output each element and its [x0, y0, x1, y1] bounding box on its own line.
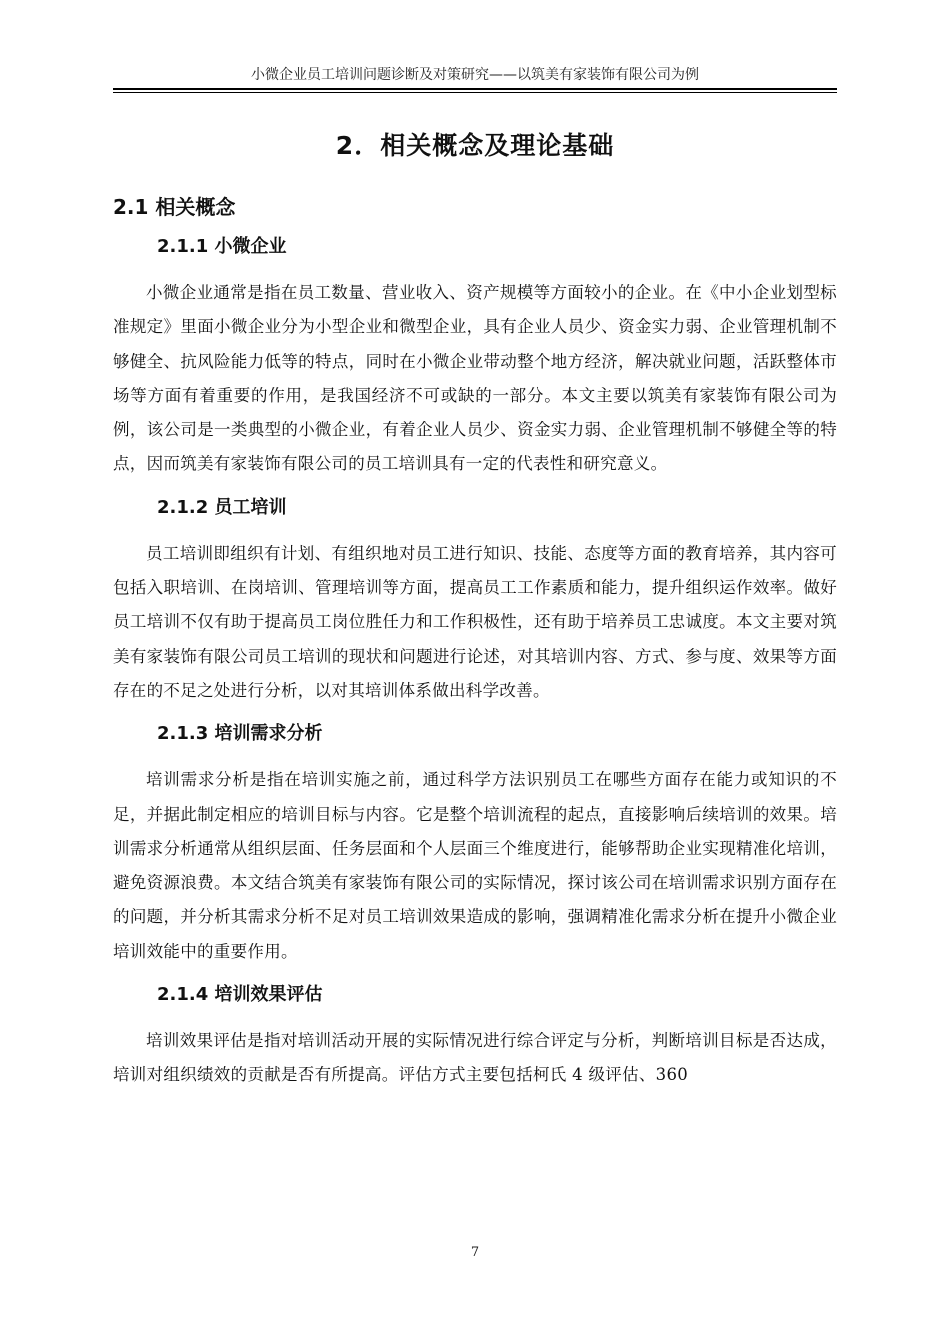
subsection-title-training-evaluation: 2.1.4 培训效果评估 — [157, 984, 323, 1006]
header-rule-thin — [113, 92, 837, 93]
section-title: 2.1 相关概念 — [113, 195, 236, 219]
chapter-title: 2．相关概念及理论基础 — [335, 131, 615, 160]
paragraph-training-needs-analysis: 培训需求分析是指在培训实施之前，通过科学方法识别员工在哪些方面存在能力或知识的不足，并据此制定相应的培训目标与内容。它是整个培训流程的起点，直接影响后续培训的效果。培训需求分析通常从组织层面、任务层面和个人层面三个维度进行，能够帮助企业实现精准化培训，避免资源浪费。本文结合筑美有家装饰有限公司的实际情况，探讨该公司在培训需求识别方面存在的问题，并分析其需求分析不足对员工培训效果造成的影响，强调精准化需求分析在提升小微企业培训效能中的重要作用。 — [113, 770, 837, 961]
paragraph-employee-training: 员工培训即组织有计划、有组织地对员工进行知识、技能、态度等方面的教育培养，其内容可包括入职培训、在岗培训、管理培训等方面，提高员工工作素质和能力，提升组织运作效率。做好员工培训不仅有助于提高员工岗位胜任力和工作积极性，还有助于培养员工忠诚度。本文主要对筑美有家装饰有限公司员工培训的现状和问题进行论述，对其培训内容、方式、参与度、效果等方面存在的不足之处进行分析，以对其培训体系做出科学改善。 — [113, 543, 837, 700]
subsection-title-employee-training: 2.1.2 员工培训 — [157, 496, 287, 518]
running-header: 小微企业员工培训问题诊断及对策研究——以筑美有家装饰有限公司为例 — [251, 67, 699, 83]
page-content — [113, 126, 837, 1093]
page-number: 7 — [470, 1245, 480, 1260]
paragraph-training-evaluation: 培训效果评估是指对培训活动开展的实际情况进行综合评定与分析，判断培训目标是否达成，培训对组织绩效的贡献是否有所提高。评估方式主要包括柯氏 4 级评估、360 — [113, 1031, 837, 1085]
header-rule-thick — [113, 88, 837, 90]
paragraph-small-micro-enterprise: 小微企业通常是指在员工数量、营业收入、资产规模等方面较小的企业。在《中小企业划型标准规定》里面小微企业分为小型企业和微型企业，具有企业人员少、资金实力弱、企业管理机制不够健全、抗风险能力低等的特点，同时在小微企业带动整个地方经济，解决就业问题，活跃整体市场等方面有着重要的作用，是我国经济不可或缺的一部分。本文主要以筑美有家装饰有限公司为例，该公司是一类典型的小微企业，有着企业人员少、资金实力弱、企业管理机制不够健全等的特点，因而筑美有家装饰有限公司的员工培训具有一定的代表性和研究意义。 — [113, 283, 837, 474]
subsection-title-training-needs-analysis: 2.1.3 培训需求分析 — [157, 723, 323, 745]
subsection-title-small-micro-enterprise: 2.1.1 小微企业 — [157, 236, 287, 257]
